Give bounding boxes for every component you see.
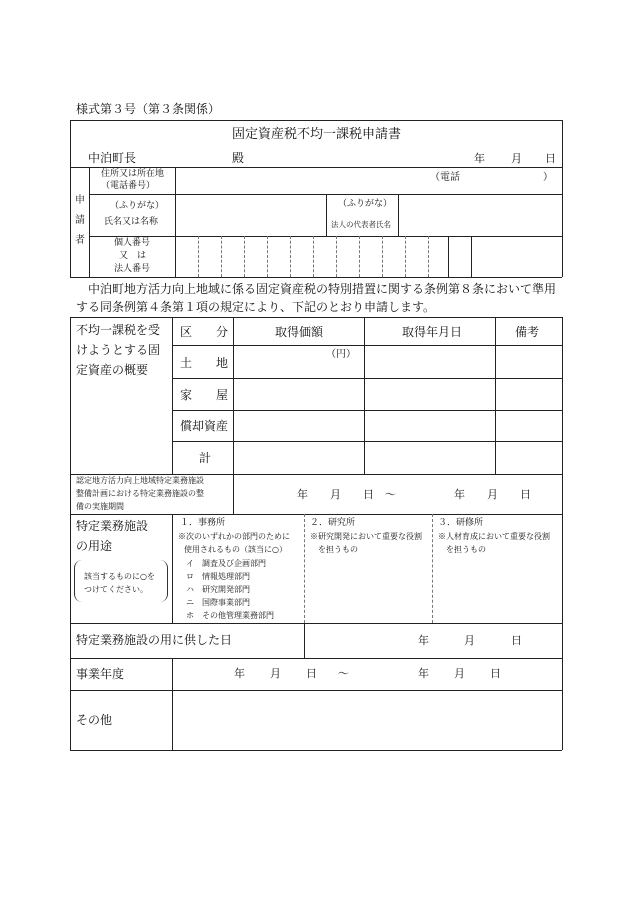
digit-box-line [405, 236, 406, 277]
rep-name-label: 法人の代表者氏名 [331, 220, 391, 229]
service-date-bottom-line [70, 658, 562, 659]
fiscal-start-month: 月 [270, 667, 281, 680]
office-desc-1: ※次のいずれかの部門のために [178, 532, 290, 541]
header-price: 取得価額 [275, 325, 324, 339]
phone-close: ） [543, 172, 553, 183]
digit-box-line [336, 236, 337, 277]
office-desc-2: 使用されるもの（該当に○） [184, 545, 287, 554]
office-item: ニ 国際事業部門 [186, 598, 250, 607]
period-end-text: 年 月 日 [454, 488, 531, 501]
fiscal-start-day: 日 [306, 667, 317, 680]
assets-row2-line [172, 410, 562, 411]
lab-desc-1: ※研究開発において重要な役割 [310, 532, 422, 541]
fiscal-year-label: 事業年度 [76, 667, 125, 681]
office-item: イ 調査及び企画部門 [186, 559, 266, 568]
assets-label-line-1: 不均一課税を受 [76, 323, 161, 337]
usage-label-line-1: 特定業務施設 [76, 519, 149, 533]
usage-note-line-1: 該当するものに○を [84, 572, 155, 581]
id-label-3: 法人番号 [114, 264, 151, 274]
header-remarks: 備考 [515, 325, 540, 339]
training-desc-1: ※人材育成において重要な役割 [438, 532, 550, 541]
digit-box-line [428, 236, 429, 277]
name-furigana-label: （ふりがな） [110, 201, 165, 211]
fiscal-start-year: 年 [234, 667, 245, 680]
addressee: 中泊町長 [88, 151, 137, 165]
digit-box-line [267, 236, 268, 277]
id-label-2: 又 は [119, 251, 147, 261]
period-divider [233, 474, 234, 514]
rep-furigana-label: （ふりがな） [338, 199, 393, 209]
applicant-side-char-1: 申 [75, 195, 85, 206]
usage-label-divider [172, 514, 173, 623]
digit-box-line [382, 236, 383, 277]
period-label-line-2: 整備計画における特定業務施設の整 [76, 489, 204, 498]
price-unit-label: （円） [326, 349, 356, 360]
period-bottom-line [70, 514, 562, 515]
phone-number-label: （電話番号） [101, 181, 156, 191]
header-category: 区 分 [180, 325, 229, 339]
digit-box-line [313, 236, 314, 277]
service-date-month: 月 [464, 634, 475, 647]
applicant-side-divider [89, 167, 90, 277]
usage-label-line-2: の用途 [76, 539, 113, 553]
form-title: 固定資産税不均一課税申請書 [232, 127, 402, 142]
main-table-right [562, 317, 563, 750]
digit-box-line [244, 236, 245, 277]
date-day-label: 日 [545, 152, 556, 165]
applicant-side-char-3: 者 [75, 235, 85, 246]
address-label: 住所又は所在地 [101, 169, 165, 179]
assets-row1-line [172, 378, 562, 379]
fiscal-tilde: ～ [338, 667, 349, 680]
row-depreciable-label: 償却資産 [180, 419, 229, 433]
top-box-top [70, 120, 562, 121]
applicant-side-char-2: 請 [75, 215, 85, 226]
digit-box-edge [448, 236, 449, 277]
top-box-left [70, 120, 71, 277]
assets-label-divider [172, 317, 173, 474]
intro-line-2: する同条例第４条第１項の規定により、下記のとおり申請します。 [76, 300, 436, 314]
row-land-label: 土 地 [180, 356, 229, 370]
phone-open: （電話 [430, 172, 460, 183]
office-title: １．事務所 [180, 518, 226, 528]
period-label-line-3: 備の実施期間 [76, 502, 124, 511]
assets-date-divider [495, 317, 496, 474]
digit-box-edge [471, 236, 472, 277]
fiscal-end-year: 年 [418, 667, 429, 680]
rep-left-line [326, 194, 327, 236]
lab-desc-2: を担うもの [318, 545, 358, 554]
other-divider [172, 690, 173, 750]
digit-box-line [198, 236, 199, 277]
service-date-day: 日 [511, 634, 522, 647]
row-total-label: 計 [199, 451, 212, 465]
top-box-right [562, 120, 563, 277]
main-table-left [70, 317, 71, 750]
digit-box-line [290, 236, 291, 277]
lab-title: ２．研究所 [310, 518, 356, 528]
assets-bottom-line [70, 474, 562, 475]
period-start-text: 年 月 日 ～ [297, 488, 396, 501]
usage-note-line-2: つけてください。 [84, 585, 148, 594]
id-label-1: 個人番号 [114, 238, 151, 248]
top-box-bottom [70, 277, 562, 278]
usage-note-bracket [74, 560, 168, 602]
assets-header-line [172, 345, 562, 346]
main-table-bottom [70, 750, 562, 751]
usage-col-divider-1 [304, 514, 305, 623]
intro-line-1: 中泊町地方活力向上地域に係る固定資産税の特別措置に関する条例第８条において準用 [88, 282, 557, 296]
digit-box-line [221, 236, 222, 277]
main-table-top [70, 317, 562, 318]
applicant-top-line [70, 167, 562, 168]
assets-price-divider [364, 317, 365, 474]
fiscal-year-bottom-line [70, 690, 562, 691]
office-item: ホ その他管理業務部門 [186, 611, 274, 620]
digit-box-line [359, 236, 360, 277]
assets-row3-line [172, 441, 562, 442]
fiscal-year-divider [172, 658, 173, 690]
rep-right-line [398, 194, 399, 236]
assets-label-line-3: 定資産の概要 [76, 363, 149, 377]
period-label-line-1: 認定地方活力向上地域特定業務施設 [76, 476, 204, 485]
service-date-divider [304, 623, 305, 658]
training-desc-2: を担うもの [446, 545, 486, 554]
service-date-year: 年 [418, 634, 429, 647]
usage-col-divider-2 [432, 514, 433, 623]
honorific: 殿 [232, 151, 245, 165]
date-year-label: 年 [474, 152, 485, 165]
assets-label-line-2: けようとする固 [76, 343, 161, 357]
applicant-row2-line [89, 236, 562, 237]
date-month-label: 月 [511, 152, 522, 165]
other-label: その他 [76, 713, 113, 727]
name-label: 氏名又は名称 [104, 217, 159, 227]
usage-bottom-line [70, 623, 562, 624]
service-date-label: 特定業務施設の用に供した日 [76, 633, 233, 647]
fiscal-end-month: 月 [454, 667, 465, 680]
office-item: ハ 研究開発部門 [186, 585, 250, 594]
assets-category-divider [233, 317, 234, 474]
training-title: ３．研修所 [438, 518, 484, 528]
header-date: 取得年月日 [402, 325, 463, 339]
applicant-label-divider [175, 167, 176, 277]
office-item: ロ 情報処理部門 [186, 572, 250, 581]
form-number: 様式第３号（第３条関係） [76, 102, 221, 116]
row-building-label: 家 屋 [180, 388, 229, 402]
fiscal-end-day: 日 [490, 667, 501, 680]
